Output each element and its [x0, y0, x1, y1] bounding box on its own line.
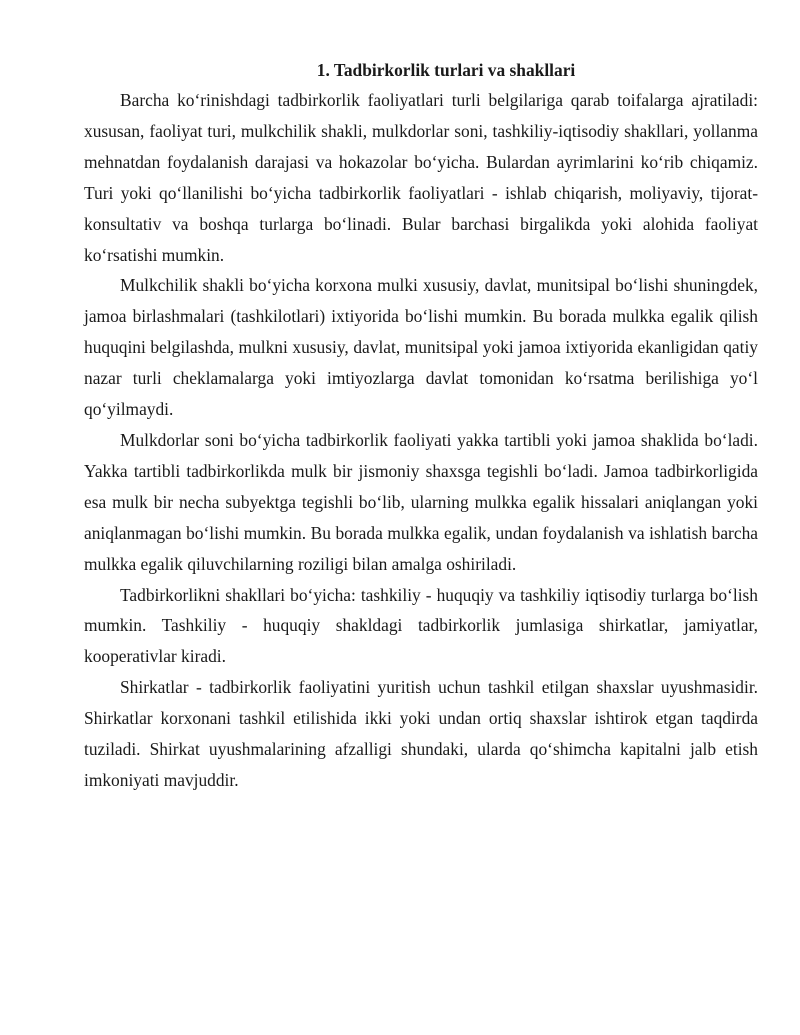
document-page	[84, 55, 758, 796]
paragraph: Mulkchilik shakli boʻyicha korxona mulki xususiy, davlat, munitsipal boʻlishi shuningdek, jamoa birlashmalari (tashkilotlari) ixtiyorida boʻlishi mumkin. Bu borada mulkka egalik qilish huquqini belgilashda, mulkni xususiy, davlat, munitsipal yoki jamoa ixtiyorida ekanligidan qatiy nazar turli cheklamalarga yoki imtiyozlarga davlat tomonidan koʻrsatma berilishiga yoʻl qoʻyilmaydi.	[84, 275, 758, 420]
paragraph: Tadbirkorlikni shakllari boʻyicha: tashkiliy - huquqiy va tashkiliy iqtisodiy turlarga boʻlish mumkin. Tashkiliy - huquqiy shakldagi tadbirkorlik jumlasiga shirkatlar, jamiyatlar, kooperativlar kiradi.	[84, 584, 758, 667]
paragraph: Mulkdorlar soni boʻyicha tadbirkorlik faoliyati yakka tartibli yoki jamoa shaklida boʻladi. Yakka tartibli tadbirkorlikda mulk bir jismoniy shaxsga tegishli boʻladi. Jamoa tadbirkorligida esa mulk bir necha subyektga tegishli boʻlib, ularning mulkka egalik hissalari aniqlangan yoki aniqlanmagan boʻlishi mumkin. Bu borada mulkka egalik, undan foydalanish va ishlatish barcha mulkka egalik qiluvchilarning roziligi bilan amalga oshiriladi.	[84, 429, 758, 574]
paragraph: Barcha koʻrinishdagi tadbirkorlik faoliyatlari turli belgilariga qarab toifalarga ajratiladi: xususan, faoliyat turi, mulkchilik shakli, mulkdorlar soni, tashkiliy-iqtisodiy shakllari, yollanma mehnatdan foydalanish darajasi va hokazolar boʻyicha. Bulardan ayrimlarini koʻrib chiqamiz. Turi yoki qoʻllanilishi boʻyicha tadbirkorlik faoliyatlari - ishlab chiqarish, moliyaviy, tijorat-konsultativ va boshqa turlarga boʻlinadi. Bular barchasi birgalikda yoki alohida faoliyat koʻrsatishi mumkin.	[84, 90, 758, 265]
section-title: 1. Tadbirkorlik turlari va shakllari	[316, 60, 576, 80]
paragraph: Shirkatlar - tadbirkorlik faoliyatini yuritish uchun tashkil etilgan shaxslar uyushmasidir. Shirkatlar korxonani tashkil etilishida ikki yoki undan ortiq shaxslar ishtirok etgan taqdirda tuziladi. Shirkat uyushmalarining afzalligi shundaki, ularda qoʻshimcha kapitalni jalb etish imkoniyati mavjuddir.	[84, 677, 758, 790]
